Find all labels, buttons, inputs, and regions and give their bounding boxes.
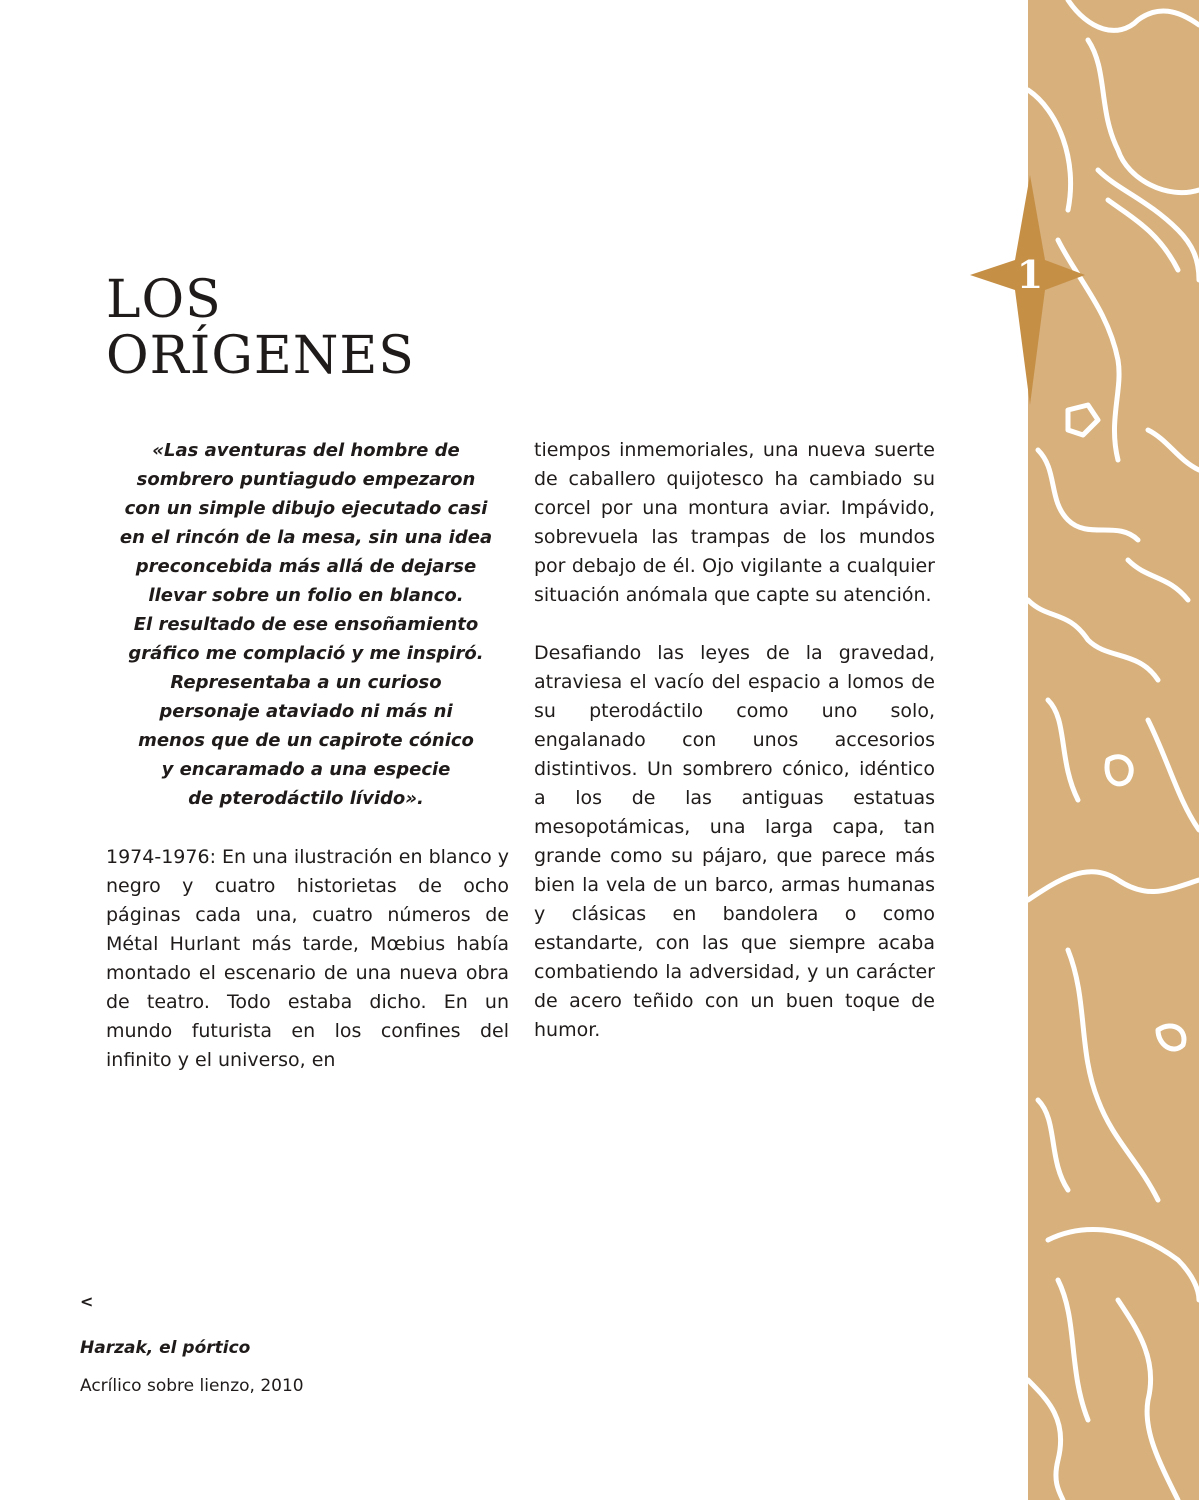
pull-quote: «Las aventuras del hombre de sombrero puntiagudo empezaron con un simple dibujo ejecutado casi en el rincón de la mesa, sin una idea preconcebida más allá de dejarse llevar sobre un folio en blanco. El resultado de ese ensoñamiento gráfico me complació y me inspiró. Representaba a un curioso personaje ataviado ni más ni menos que de un capirote cónico y encaramado a una especie de pterodáctilo lívido». [119,440,493,809]
caption-medium: Acrílico sobre lienzo, 2010 [80,1376,304,1396]
body-paragraph: tiempos inmemoriales, una nueva suerte de caballero quijotesco ha cambiado su corcel por una montura aviar. Impávido, sobrevuela las trampas de los mundos por debajo de él. Ojo vigilante a cualquier situación anómala que capte su atención. [534,439,935,606]
body-paragraph: Desafiando las leyes de la gravedad, atraviesa el vacío del espacio a lomos de su pterodáctilo como uno solo, engalanado con unos accesorios distintivos. Un sombrero cónico, idéntico a los de las antiguas estatuas mesopotámicas, una larga capa, tan grande como su pájaro, que parece más bien la vela de un barco, armas humanas y clásicas en bandolera o como estandarte, con las que siempre acaba combatiendo la adversidad, y un carácter de acero teñido con un buen toque de humor. [534,642,935,1041]
caption-arrow-icon: < [80,1292,94,1311]
caption-artwork-title: Harzak, el pórtico [80,1338,251,1358]
page-title: LOS ORÍGENES [106,270,415,386]
chapter-number: 1 [1016,252,1044,297]
body-text-right-column [534,436,935,1045]
chapter-marker [960,175,1100,405]
body-text-left-column: 1974-1976: En una ilustración en blanco y negro y cuatro historietas de ocho páginas cada una, cuatro números de Métal Hurlant más tarde, Mœbius había montado el escenario de una nueva obra de teatro. Todo estaba dicho. En un mundo futurista en los confines del infinito y el universo, en [106,846,509,1071]
